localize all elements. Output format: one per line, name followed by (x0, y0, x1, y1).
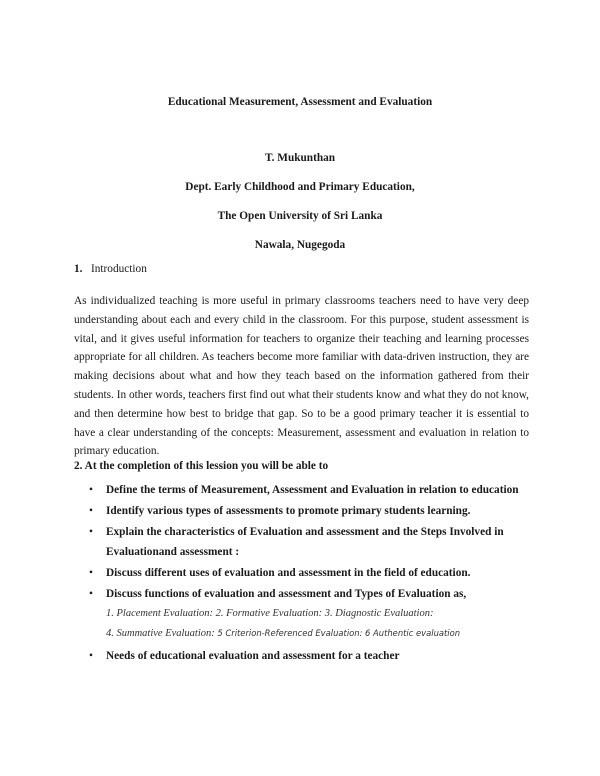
author-department: Dept. Early Childhood and Primary Education, (185, 181, 415, 193)
list-item (74, 502, 534, 522)
author-name: T. Mukunthan (264, 152, 336, 164)
objective-text: Discuss different uses of evaluation and assessment in the field of education. (106, 566, 471, 579)
bullet-icon: • (89, 650, 93, 662)
evaluation-types-line-2b: 5 Criterion-Referenced Evaluation: 6 Authentic evaluation (217, 627, 461, 638)
objective-text: Define the terms of Measurement, Assessment and Evaluation in relation to education (106, 484, 519, 496)
section-1-number: 1. (74, 263, 83, 275)
objective-text: Explain the characteristics of Evaluation and assessment and the Steps Involved in Evaluationand assessment : (106, 526, 504, 558)
evaluation-types-line-2 (106, 624, 534, 644)
bullet-icon: • (89, 526, 93, 538)
list-item (74, 523, 534, 562)
author-location: Nawala, Nugegoda (254, 239, 346, 251)
list-item (74, 481, 534, 501)
list-item (74, 647, 534, 667)
bullet-icon: • (89, 587, 93, 600)
evaluation-types-line-1: 1. Placement Evaluation: 2. Formative Evaluation: 3. Diagnostic Evaluation: (106, 608, 434, 619)
objective-text: Needs of educational evaluation and assessment for a teacher (106, 650, 400, 662)
bullet-icon: • (89, 505, 93, 517)
introduction-paragraph: As individualized teaching is more useful in primary classrooms teachers need to have very deep understanding about each and every child in the classroom. For this purpose, student assessment is vital, and it gives useful information for teachers to organize their teaching and learning processes appropriate for all children. As teachers become more familiar with data-driven instruction, they are making decisions about what and how they teach based on the information gathered from their students. In other words, teachers first find out what their students know and what they do not know, and then determine how best to bridge that gap. So to be a good primary teacher it is essential to have a clear understanding of the concepts: Measurement, assessment and evaluation in relation to primary education. (74, 295, 529, 458)
list-item (74, 564, 534, 584)
bullet-icon: • (89, 566, 93, 579)
section-1-heading: Introduction (91, 263, 147, 275)
objectives-list (74, 481, 534, 668)
bullet-icon: • (89, 484, 93, 496)
section-2-heading: 2. At the completion of this lession you will be able to (74, 460, 329, 472)
evaluation-types-line-2a: 4. Summative Evaluation: (106, 627, 215, 639)
document-title: Educational Measurement, Assessment and Evaluation (167, 96, 433, 108)
list-item (74, 585, 534, 644)
objective-text: Identify various types of assessments to promote primary students learning. (106, 505, 471, 517)
author-university: The Open University of Sri Lanka (217, 210, 383, 222)
objective-text: Discuss functions of evaluation and assessment and Types of Evaluation as, (106, 587, 467, 600)
